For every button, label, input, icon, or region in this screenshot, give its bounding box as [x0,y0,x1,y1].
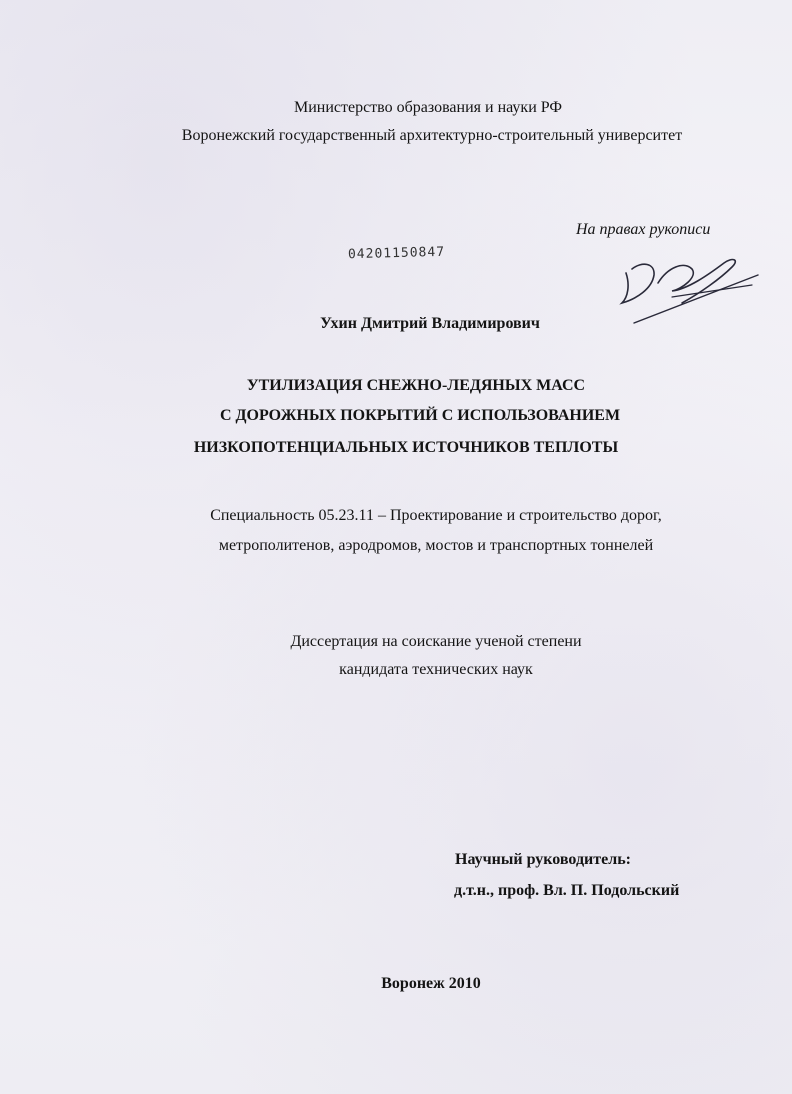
title-line-1: УТИЛИЗАЦИЯ СНЕЖНО-ЛЕДЯНЫХ МАСС [246,377,586,394]
ministry-line: Министерство образования и науки РФ [293,99,563,116]
degree-line-2: кандидата технических наук [339,661,533,678]
title-line-2: С ДОРОЖНЫХ ПОКРЫТИЙ С ИСПОЛЬЗОВАНИЕМ [219,407,621,424]
specialty-line-1: Специальность 05.23.11 – Проектирование и строительство дорог, [210,507,662,524]
signature-mark [612,245,762,335]
catalog-number: 04201150847 [347,244,446,263]
supervisor-label: Научный руководитель: [455,851,631,868]
city-year: Воронеж 2010 [381,975,481,992]
manuscript-note: На правах рукописи [576,221,711,238]
degree-line-1: Диссертация на соискание ученой степени [290,633,582,650]
supervisor-name: д.т.н., проф. Вл. П. Подольский [454,882,680,899]
specialty-line-2: метрополитенов, аэродромов, мостов и транспортных тоннелей [218,537,654,554]
author-name: Ухин Дмитрий Владимирович [320,315,540,332]
title-line-3: НИЗКОПОТЕНЦИАЛЬНЫХ ИСТОЧНИКОВ ТЕПЛОТЫ [193,439,619,456]
university-line: Воронежский государственный архитектурно-строительный университет [181,127,683,144]
